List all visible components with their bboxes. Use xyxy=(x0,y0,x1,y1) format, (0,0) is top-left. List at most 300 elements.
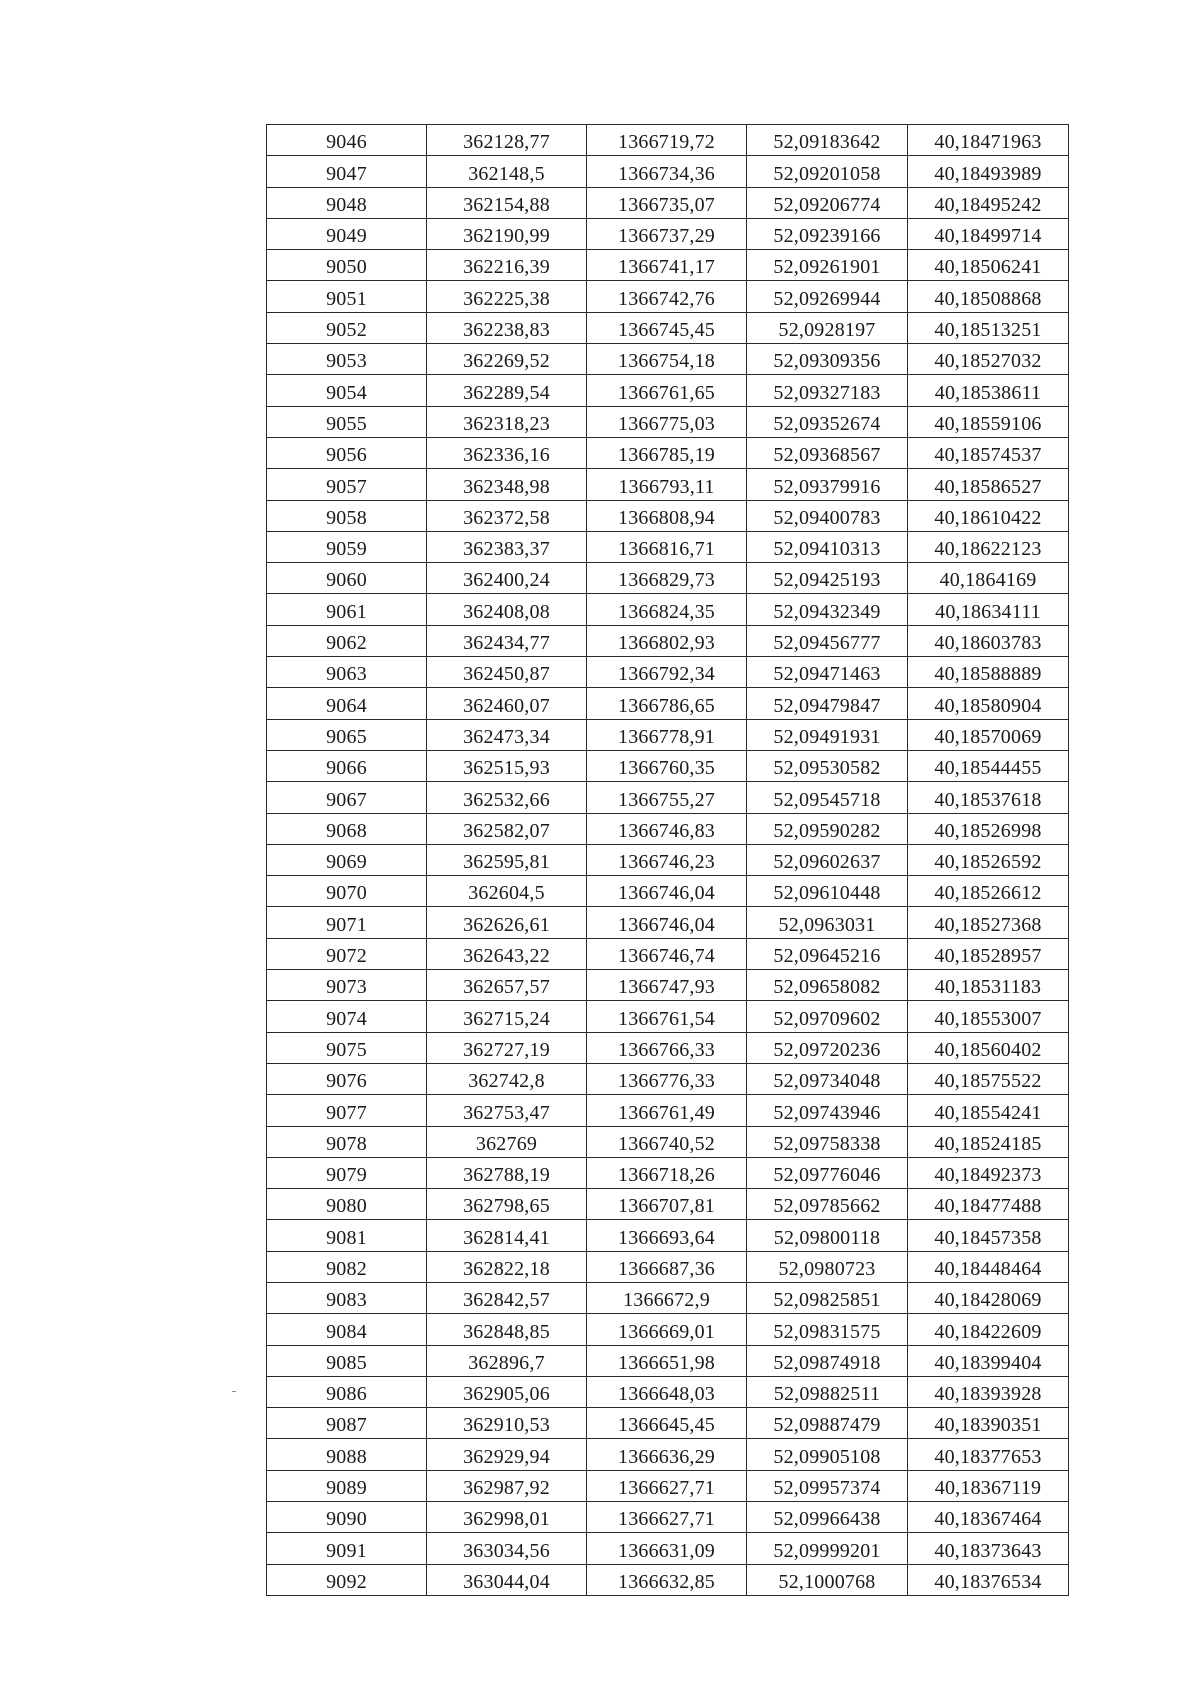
cell-text: 363034,56 xyxy=(463,1539,550,1562)
point-number-cell xyxy=(267,688,427,719)
cell-text: 9084 xyxy=(326,1320,367,1343)
cell-text: 362814,41 xyxy=(463,1226,550,1249)
cell-text: 1366775,03 xyxy=(618,412,715,435)
cell-text: 40,18570069 xyxy=(934,725,1042,748)
point-number-cell xyxy=(267,1470,427,1501)
cell-text: 362515,93 xyxy=(463,757,550,780)
point-number-cell xyxy=(267,1095,427,1126)
cell-text: 362788,19 xyxy=(463,1164,550,1187)
x-coordinate-cell xyxy=(427,1408,587,1439)
cell-text: 40,18393928 xyxy=(934,1383,1042,1406)
y-coordinate-cell xyxy=(587,312,747,343)
cell-text: 1366760,35 xyxy=(618,757,715,780)
cell-text: 362595,81 xyxy=(463,851,550,874)
cell-text: 1366792,34 xyxy=(618,663,715,686)
cell-text: 1366669,01 xyxy=(618,1320,715,1343)
y-coordinate-cell xyxy=(587,1251,747,1282)
cell-text: 362190,99 xyxy=(463,225,550,248)
latitude-cell xyxy=(747,344,908,375)
y-coordinate-cell xyxy=(587,1220,747,1251)
table-row xyxy=(267,688,1069,719)
cell-text: 362929,94 xyxy=(463,1445,550,1468)
cell-text: 52,09610448 xyxy=(773,882,881,905)
y-coordinate-cell xyxy=(587,1533,747,1564)
longitude-cell xyxy=(908,563,1069,594)
cell-text: 9070 xyxy=(326,882,367,905)
cell-text: 1366761,65 xyxy=(618,381,715,404)
cell-text: 1366761,54 xyxy=(618,1007,715,1030)
table-row xyxy=(267,876,1069,907)
table-row xyxy=(267,1001,1069,1032)
point-number-cell xyxy=(267,876,427,907)
point-number-cell xyxy=(267,1157,427,1188)
longitude-cell xyxy=(908,1282,1069,1313)
cell-text: 362289,54 xyxy=(463,381,550,404)
latitude-cell xyxy=(747,1063,908,1094)
x-coordinate-cell xyxy=(427,1564,587,1595)
x-coordinate-cell xyxy=(427,218,587,249)
cell-text: 1366745,45 xyxy=(618,319,715,342)
cell-text: 40,18538611 xyxy=(934,381,1042,404)
point-number-cell xyxy=(267,750,427,781)
cell-text: 1366778,91 xyxy=(618,725,715,748)
x-coordinate-cell xyxy=(427,406,587,437)
margin-mark xyxy=(232,1391,236,1392)
x-coordinate-cell xyxy=(427,1376,587,1407)
cell-text: 40,18448464 xyxy=(934,1257,1042,1280)
y-coordinate-cell xyxy=(587,782,747,813)
cell-text: 362657,57 xyxy=(463,976,550,999)
x-coordinate-cell xyxy=(427,281,587,312)
cell-text: 52,09743946 xyxy=(773,1101,881,1124)
table-row xyxy=(267,1063,1069,1094)
y-coordinate-cell xyxy=(587,1564,747,1595)
latitude-cell xyxy=(747,1251,908,1282)
cell-text: 1366648,03 xyxy=(618,1383,715,1406)
y-coordinate-cell xyxy=(587,500,747,531)
cell-text: 52,09471463 xyxy=(773,663,881,686)
x-coordinate-cell xyxy=(427,1470,587,1501)
longitude-cell xyxy=(908,500,1069,531)
longitude-cell xyxy=(908,844,1069,875)
latitude-cell xyxy=(747,719,908,750)
cell-text: 9090 xyxy=(326,1508,367,1531)
cell-text: 52,09734048 xyxy=(773,1070,881,1093)
x-coordinate-cell xyxy=(427,970,587,1001)
cell-text: 40,18559106 xyxy=(934,412,1042,435)
cell-text: 40,18554241 xyxy=(934,1101,1042,1124)
latitude-cell xyxy=(747,406,908,437)
point-number-cell xyxy=(267,1251,427,1282)
longitude-cell xyxy=(908,1376,1069,1407)
cell-text: 1366632,85 xyxy=(618,1570,715,1593)
y-coordinate-cell xyxy=(587,1376,747,1407)
point-number-cell xyxy=(267,938,427,969)
point-number-cell xyxy=(267,1001,427,1032)
latitude-cell xyxy=(747,469,908,500)
cell-text: 52,0963031 xyxy=(778,913,876,936)
point-number-cell xyxy=(267,1063,427,1094)
cell-text: 362408,08 xyxy=(463,600,550,623)
table-row xyxy=(267,1564,1069,1595)
latitude-cell xyxy=(747,563,908,594)
cell-text: 1366631,09 xyxy=(618,1539,715,1562)
point-number-cell xyxy=(267,187,427,218)
cell-text: 9061 xyxy=(326,600,367,623)
table-row xyxy=(267,469,1069,500)
y-coordinate-cell xyxy=(587,281,747,312)
cell-text: 362450,87 xyxy=(463,663,550,686)
latitude-cell xyxy=(747,657,908,688)
longitude-cell xyxy=(908,375,1069,406)
cell-text: 40,18367464 xyxy=(934,1508,1042,1531)
cell-text: 362383,37 xyxy=(463,538,550,561)
longitude-cell xyxy=(908,1345,1069,1376)
cell-text: 9089 xyxy=(326,1477,367,1500)
cell-text: 9059 xyxy=(326,538,367,561)
latitude-cell xyxy=(747,437,908,468)
x-coordinate-cell xyxy=(427,250,587,281)
latitude-cell xyxy=(747,1157,908,1188)
point-number-cell xyxy=(267,531,427,562)
x-coordinate-cell xyxy=(427,1502,587,1533)
cell-text: 9079 xyxy=(326,1164,367,1187)
longitude-cell xyxy=(908,594,1069,625)
cell-text: 40,18422609 xyxy=(934,1320,1042,1343)
cell-text: 52,09491931 xyxy=(773,725,881,748)
point-number-cell xyxy=(267,406,427,437)
cell-text: 1366793,11 xyxy=(618,475,715,498)
cell-text: 52,09590282 xyxy=(773,819,881,842)
x-coordinate-cell xyxy=(427,1032,587,1063)
cell-text: 52,09999201 xyxy=(773,1539,881,1562)
y-coordinate-cell xyxy=(587,1314,747,1345)
cell-text: 9051 xyxy=(326,287,367,310)
cell-text: 40,18526592 xyxy=(934,851,1042,874)
latitude-cell xyxy=(747,688,908,719)
x-coordinate-cell xyxy=(427,1001,587,1032)
table-row xyxy=(267,125,1069,156)
table-row xyxy=(267,1282,1069,1313)
longitude-cell xyxy=(908,813,1069,844)
point-number-cell xyxy=(267,1032,427,1063)
y-coordinate-cell xyxy=(587,594,747,625)
table-row xyxy=(267,500,1069,531)
cell-text: 9060 xyxy=(326,569,367,592)
point-number-cell xyxy=(267,1126,427,1157)
cell-text: 52,09239166 xyxy=(773,225,881,248)
cell-text: 1366687,36 xyxy=(618,1257,715,1280)
cell-text: 52,09709602 xyxy=(773,1007,881,1030)
cell-text: 40,1864169 xyxy=(939,569,1037,592)
table-row xyxy=(267,1314,1069,1345)
cell-text: 52,09530582 xyxy=(773,757,881,780)
cell-text: 9046 xyxy=(326,131,367,154)
cell-text: 362604,5 xyxy=(468,882,545,905)
cell-text: 40,18526612 xyxy=(934,882,1042,905)
latitude-cell xyxy=(747,1408,908,1439)
cell-text: 362822,18 xyxy=(463,1257,550,1280)
cell-text: 40,18367119 xyxy=(934,1477,1042,1500)
x-coordinate-cell xyxy=(427,1189,587,1220)
x-coordinate-cell xyxy=(427,1533,587,1564)
table-row xyxy=(267,782,1069,813)
x-coordinate-cell xyxy=(427,500,587,531)
cell-text: 1366766,33 xyxy=(618,1038,715,1061)
cell-text: 40,18553007 xyxy=(934,1007,1042,1030)
longitude-cell xyxy=(908,719,1069,750)
cell-text: 9077 xyxy=(326,1101,367,1124)
y-coordinate-cell xyxy=(587,125,747,156)
cell-text: 52,09645216 xyxy=(773,945,881,968)
longitude-cell xyxy=(908,657,1069,688)
x-coordinate-cell xyxy=(427,907,587,938)
cell-text: 1366719,72 xyxy=(618,131,715,154)
y-coordinate-cell xyxy=(587,1095,747,1126)
longitude-cell xyxy=(908,218,1069,249)
cell-text: 1366761,49 xyxy=(618,1101,715,1124)
x-coordinate-cell xyxy=(427,876,587,907)
cell-text: 52,09206774 xyxy=(773,193,881,216)
cell-text: 40,18508868 xyxy=(934,287,1042,310)
table-row xyxy=(267,437,1069,468)
longitude-cell xyxy=(908,1032,1069,1063)
cell-text: 52,09905108 xyxy=(773,1445,881,1468)
cell-text: 362154,88 xyxy=(463,193,550,216)
cell-text: 9083 xyxy=(326,1289,367,1312)
cell-text: 40,18603783 xyxy=(934,632,1042,655)
table-row xyxy=(267,312,1069,343)
point-number-cell xyxy=(267,281,427,312)
cell-text: 52,09882511 xyxy=(773,1383,881,1406)
table-row xyxy=(267,1408,1069,1439)
point-number-cell xyxy=(267,1189,427,1220)
point-number-cell xyxy=(267,500,427,531)
cell-text: 52,09758338 xyxy=(773,1132,881,1155)
x-coordinate-cell xyxy=(427,563,587,594)
cell-text: 9054 xyxy=(326,381,367,404)
table-row xyxy=(267,1502,1069,1533)
cell-text: 52,09432349 xyxy=(773,600,881,623)
x-coordinate-cell xyxy=(427,437,587,468)
x-coordinate-cell xyxy=(427,1345,587,1376)
y-coordinate-cell xyxy=(587,563,747,594)
cell-text: 40,18527368 xyxy=(934,913,1042,936)
cell-text: 362987,92 xyxy=(463,1477,550,1500)
point-number-cell xyxy=(267,250,427,281)
cell-text: 40,18399404 xyxy=(934,1351,1042,1374)
y-coordinate-cell xyxy=(587,344,747,375)
latitude-cell xyxy=(747,938,908,969)
x-coordinate-cell xyxy=(427,156,587,187)
cell-text: 362896,7 xyxy=(468,1351,545,1374)
point-number-cell xyxy=(267,1564,427,1595)
latitude-cell xyxy=(747,1095,908,1126)
latitude-cell xyxy=(747,1533,908,1564)
cell-text: 9074 xyxy=(326,1007,367,1030)
cell-text: 9049 xyxy=(326,225,367,248)
table-row xyxy=(267,1376,1069,1407)
longitude-cell xyxy=(908,250,1069,281)
point-number-cell xyxy=(267,1439,427,1470)
cell-text: 1366718,26 xyxy=(618,1164,715,1187)
y-coordinate-cell xyxy=(587,750,747,781)
longitude-cell xyxy=(908,1220,1069,1251)
longitude-cell xyxy=(908,782,1069,813)
x-coordinate-cell xyxy=(427,344,587,375)
cell-text: 52,09479847 xyxy=(773,694,881,717)
latitude-cell xyxy=(747,1001,908,1032)
y-coordinate-cell xyxy=(587,657,747,688)
cell-text: 40,18477488 xyxy=(934,1195,1042,1218)
point-number-cell xyxy=(267,469,427,500)
cell-text: 52,09887479 xyxy=(773,1414,881,1437)
longitude-cell xyxy=(908,344,1069,375)
cell-text: 362643,22 xyxy=(463,945,550,968)
y-coordinate-cell xyxy=(587,1470,747,1501)
y-coordinate-cell xyxy=(587,719,747,750)
latitude-cell xyxy=(747,625,908,656)
cell-text: 362460,07 xyxy=(463,694,550,717)
y-coordinate-cell xyxy=(587,1345,747,1376)
latitude-cell xyxy=(747,844,908,875)
cell-text: 9092 xyxy=(326,1570,367,1593)
latitude-cell xyxy=(747,1220,908,1251)
cell-text: 1366627,71 xyxy=(618,1508,715,1531)
cell-text: 52,09425193 xyxy=(773,569,881,592)
y-coordinate-cell xyxy=(587,1063,747,1094)
cell-text: 362128,77 xyxy=(463,131,550,154)
cell-text: 52,0980723 xyxy=(778,1257,876,1280)
longitude-cell xyxy=(908,1001,1069,1032)
cell-text: 40,18428069 xyxy=(934,1289,1042,1312)
cell-text: 40,18586527 xyxy=(934,475,1042,498)
cell-text: 362216,39 xyxy=(463,256,550,279)
table-row xyxy=(267,281,1069,312)
cell-text: 1366824,35 xyxy=(618,600,715,623)
y-coordinate-cell xyxy=(587,469,747,500)
point-number-cell xyxy=(267,657,427,688)
y-coordinate-cell xyxy=(587,218,747,249)
cell-text: 9086 xyxy=(326,1383,367,1406)
point-number-cell xyxy=(267,1220,427,1251)
cell-text: 40,18377653 xyxy=(934,1445,1042,1468)
cell-text: 9053 xyxy=(326,350,367,373)
point-number-cell xyxy=(267,594,427,625)
cell-text: 1366707,81 xyxy=(618,1195,715,1218)
cell-text: 362532,66 xyxy=(463,788,550,811)
x-coordinate-cell xyxy=(427,1126,587,1157)
cell-text: 362434,77 xyxy=(463,632,550,655)
y-coordinate-cell xyxy=(587,375,747,406)
cell-text: 52,09785662 xyxy=(773,1195,881,1218)
latitude-cell xyxy=(747,1564,908,1595)
cell-text: 9052 xyxy=(326,319,367,342)
table-row xyxy=(267,531,1069,562)
latitude-cell xyxy=(747,813,908,844)
longitude-cell xyxy=(908,907,1069,938)
y-coordinate-cell xyxy=(587,1408,747,1439)
cell-text: 1366734,36 xyxy=(618,162,715,185)
cell-text: 362842,57 xyxy=(463,1289,550,1312)
x-coordinate-cell xyxy=(427,750,587,781)
cell-text: 52,1000768 xyxy=(778,1570,876,1593)
longitude-cell xyxy=(908,531,1069,562)
cell-text: 52,09800118 xyxy=(773,1226,881,1249)
cell-text: 362715,24 xyxy=(463,1007,550,1030)
longitude-cell xyxy=(908,625,1069,656)
cell-text: 52,09720236 xyxy=(773,1038,881,1061)
cell-text: 1366755,27 xyxy=(618,788,715,811)
point-number-cell xyxy=(267,782,427,813)
x-coordinate-cell xyxy=(427,657,587,688)
table-row xyxy=(267,250,1069,281)
x-coordinate-cell xyxy=(427,1220,587,1251)
y-coordinate-cell xyxy=(587,187,747,218)
cell-text: 40,18531183 xyxy=(934,976,1042,999)
cell-text: 1366776,33 xyxy=(618,1070,715,1093)
cell-text: 9088 xyxy=(326,1445,367,1468)
latitude-cell xyxy=(747,782,908,813)
cell-text: 40,18588889 xyxy=(934,663,1042,686)
cell-text: 40,18493989 xyxy=(934,162,1042,185)
x-coordinate-cell xyxy=(427,125,587,156)
x-coordinate-cell xyxy=(427,844,587,875)
cell-text: 362372,58 xyxy=(463,506,550,529)
latitude-cell xyxy=(747,156,908,187)
cell-text: 362742,8 xyxy=(468,1070,545,1093)
table-row xyxy=(267,625,1069,656)
y-coordinate-cell xyxy=(587,1001,747,1032)
latitude-cell xyxy=(747,1439,908,1470)
longitude-cell xyxy=(908,437,1069,468)
x-coordinate-cell xyxy=(427,782,587,813)
longitude-cell xyxy=(908,1408,1069,1439)
y-coordinate-cell xyxy=(587,625,747,656)
table-row xyxy=(267,1126,1069,1157)
point-number-cell xyxy=(267,1282,427,1313)
cell-text: 363044,04 xyxy=(463,1570,550,1593)
table-row xyxy=(267,406,1069,437)
latitude-cell xyxy=(747,876,908,907)
cell-text: 40,18471963 xyxy=(934,131,1042,154)
cell-text: 52,09183642 xyxy=(773,131,881,154)
cell-text: 52,0928197 xyxy=(778,319,876,342)
cell-text: 362727,19 xyxy=(463,1038,550,1061)
cell-text: 40,18575522 xyxy=(934,1070,1042,1093)
y-coordinate-cell xyxy=(587,250,747,281)
cell-text: 9081 xyxy=(326,1226,367,1249)
x-coordinate-cell xyxy=(427,813,587,844)
cell-text: 1366746,74 xyxy=(618,945,715,968)
y-coordinate-cell xyxy=(587,970,747,1001)
point-number-cell xyxy=(267,1533,427,1564)
cell-text: 40,18610422 xyxy=(934,506,1042,529)
cell-text: 52,09957374 xyxy=(773,1477,881,1500)
cell-text: 1366636,29 xyxy=(618,1445,715,1468)
point-number-cell xyxy=(267,970,427,1001)
table-row xyxy=(267,187,1069,218)
table-row xyxy=(267,563,1069,594)
cell-text: 362798,65 xyxy=(463,1195,550,1218)
point-number-cell xyxy=(267,156,427,187)
cell-text: 1366735,07 xyxy=(618,193,715,216)
cell-text: 52,09400783 xyxy=(773,506,881,529)
latitude-cell xyxy=(747,907,908,938)
cell-text: 362582,07 xyxy=(463,819,550,842)
cell-text: 9064 xyxy=(326,694,367,717)
point-number-cell xyxy=(267,1408,427,1439)
